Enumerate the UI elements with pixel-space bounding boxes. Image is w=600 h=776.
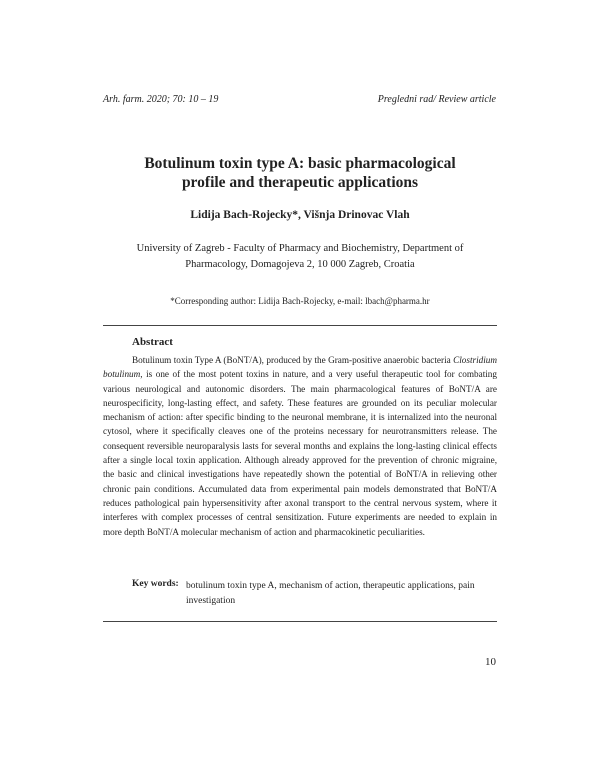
authors: Lidija Bach-Rojecky*, Višnja Drinovac Vlah — [190, 209, 410, 221]
page-number: 10 — [485, 656, 496, 668]
corresponding-author: *Corresponding author: Lidija Bach-Rojecky, e-mail: lbach@pharma.hr — [170, 296, 430, 306]
article-title — [0, 154, 600, 192]
species-name: Clostridium botulinum — [103, 355, 497, 380]
keywords-label: Key words: — [132, 579, 179, 589]
bottom-divider — [103, 621, 497, 622]
affiliation-line-2: Pharmacology, Domagojeva 2, 10 000 Zagreb, Croatia — [185, 259, 415, 270]
article-title-line-1: Botulinum toxin type A: basic pharmacological — [144, 155, 456, 172]
affiliation — [0, 241, 600, 273]
abstract-body — [103, 353, 497, 539]
top-divider — [103, 325, 497, 326]
keywords-text: botulinum toxin type A, mechanism of action, therapeutic applications, pain investigation — [186, 581, 475, 606]
article-title-line-2: profile and therapeutic applications — [181, 174, 419, 191]
abstract-text-main: , is one of the most potent toxins in nature, and a very useful therapeutic tool for combating various neurological and autonomic disorders. The main pharmacological features of BoNT/A are neurospecificity, long-lasting effect, and safety. These features are grounded on its peculiar molecular mechanism of action: after specific binding to the neuronal membrane, it is internalized into the neuronal cytosol, where it specifically cleaves one of the proteins necessary for neurotransmitters release. The consequent reversible neuroparalysis lasts for several months and explains the long-lasting clinical effects after a single local toxin application. Although already approved for the prevention of chronic migraine, the basic and clinical investigations have repeatedly shown the potential of BoNT/A in relieving other chronic pain conditions. Accumulated data from experimental pain models demonstrated that BoNT/A reduces pathological pain hypersensitivity after axonal transport to the central nervous system, where it interferes with complex processes of central sensitization. Future experiments are needed to explain in more depth BoNT/A molecular mechanism of action and pharmacokinetic peculiarities. — [103, 369, 497, 537]
abstract-text-intro: Botulinum toxin Type A (BoNT/A), produced by the Gram-positive anaerobic bacteria — [132, 355, 454, 365]
journal-citation: Arh. farm. 2020; 70: 10 – 19 — [103, 94, 219, 105]
article-type: Pregledni rad/ Review article — [377, 94, 496, 105]
affiliation-line-1: University of Zagreb - Faculty of Pharmacy and Biochemistry, Department of — [136, 243, 464, 254]
abstract-heading: Abstract — [132, 336, 173, 348]
